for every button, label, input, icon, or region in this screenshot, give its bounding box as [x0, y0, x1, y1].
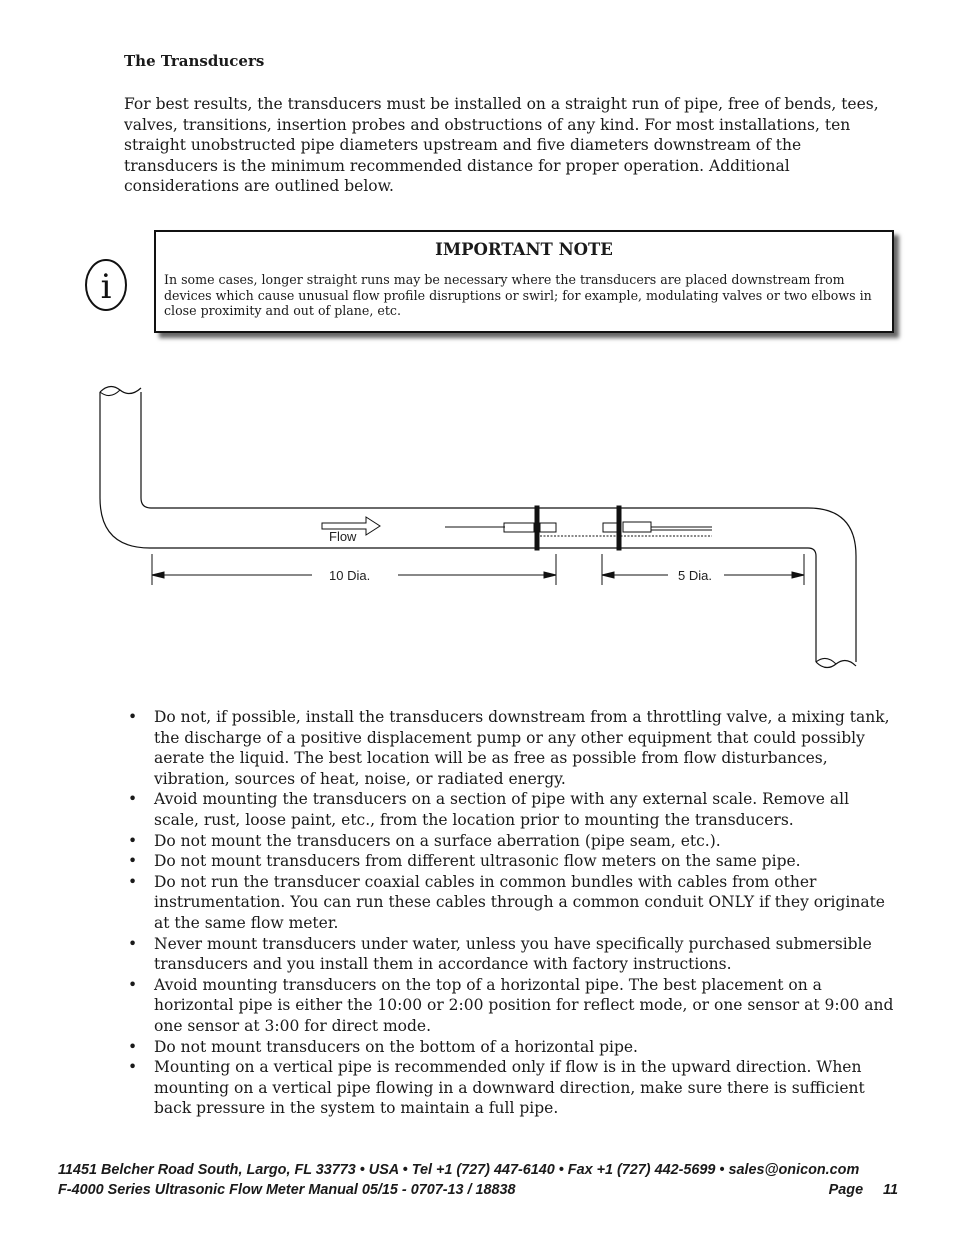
pipe-downstream-outer-wall — [808, 508, 856, 662]
list-item: • Never mount transducers under water, unless you have specifically purchased submersible transducers and you install them in accordance with factory instructions. — [124, 934, 894, 975]
pipe-upstream-outer-wall — [100, 392, 808, 548]
installation-guidelines-list — [124, 707, 894, 1119]
list-item: • Mounting on a vertical pipe is recommended only if flow is in the upward direction. When mounting on a vertical pipe flowing in a downward direction, make sure there is sufficient back pressure in the system to maintain a full pipe. — [124, 1057, 894, 1119]
page-number: Page 11 — [828, 1182, 898, 1198]
intro-paragraph: For best results, the transducers must be installed on a straight run of pipe, free of bends, tees, valves, transitions, insertion probes and obstructions of any kind. For most installations, ten straight unobstructed pipe diameters upstream and five diameters downstream of the transducers is the minimum recommended distance for proper operation. Additional considerations are outlined below. — [124, 95, 879, 196]
footer-address: 11451 Belcher Road South, Largo, FL 33773 • USA • Tel +1 (727) 447-6140 • Fax +1 (727) 442-5699 • sales@onicon.com — [58, 1162, 860, 1178]
list-item: • Do not run the transducer coaxial cables in common bundles with cables from other instrumentation. You can run these cables through a common conduit ONLY if they originate at the same flow meter. — [124, 872, 894, 934]
list-item: • Do not mount the transducers on a surface aberration (pipe seam, etc.). — [124, 831, 894, 852]
flow-label: Flow — [329, 529, 357, 544]
info-icon — [84, 258, 128, 312]
pipe-diagram — [0, 380, 954, 680]
list-item: • Do not mount transducers from different ultrasonic flow meters on the same pipe. — [124, 851, 894, 872]
list-item: • Do not, if possible, install the transducers downstream from a throttling valve, a mixing tank, the discharge of a positive displacement pump or any other equipment that could possibly aerate the liquid. The best location will be as free as possible from flow disturbances, vibration, sources of heat, noise, or radiated energy. — [124, 707, 894, 789]
footer-manual: F-4000 Series Ultrasonic Flow Meter Manual 05/15 - 0707-13 / 18838 — [58, 1182, 516, 1198]
pipe-downstream-inner-wall — [808, 548, 816, 662]
important-note-box — [154, 230, 894, 333]
downstream-distance-label: 5 Dia. — [678, 568, 712, 583]
list-item: • Avoid mounting transducers on the top of a horizontal pipe. The best placement on a horizontal pipe is either the 10:00 or 2:00 position for reflect mode, or one sensor at 9:00 and one sensor at 3:00 for direct mode. — [124, 975, 894, 1037]
transducer-assembly — [445, 506, 712, 550]
list-item: • Avoid mounting the transducers on a section of pipe with any external scale. Remove all scale, rust, loose paint, etc., from the location prior to mounting the transducers. — [124, 789, 894, 830]
upstream-distance-label: 10 Dia. — [329, 568, 371, 583]
pipe-top-break — [100, 386, 141, 393]
info-icon-glyph: i — [100, 267, 112, 307]
section-heading: The Transducers — [124, 52, 265, 70]
note-text: In some cases, longer straight runs may be necessary where the transducers are placed downstream from devices which cause unusual flow profile disruptions or swirl; for example, modulating valves or two elbows in close proximity and out of plane, etc. — [164, 272, 872, 319]
list-item: • Do not mount transducers on the bottom of a horizontal pipe. — [124, 1037, 894, 1058]
pipe-upstream-inner-wall — [141, 392, 808, 508]
note-title: IMPORTANT NOTE — [435, 240, 613, 259]
footer-line — [58, 1182, 900, 1198]
